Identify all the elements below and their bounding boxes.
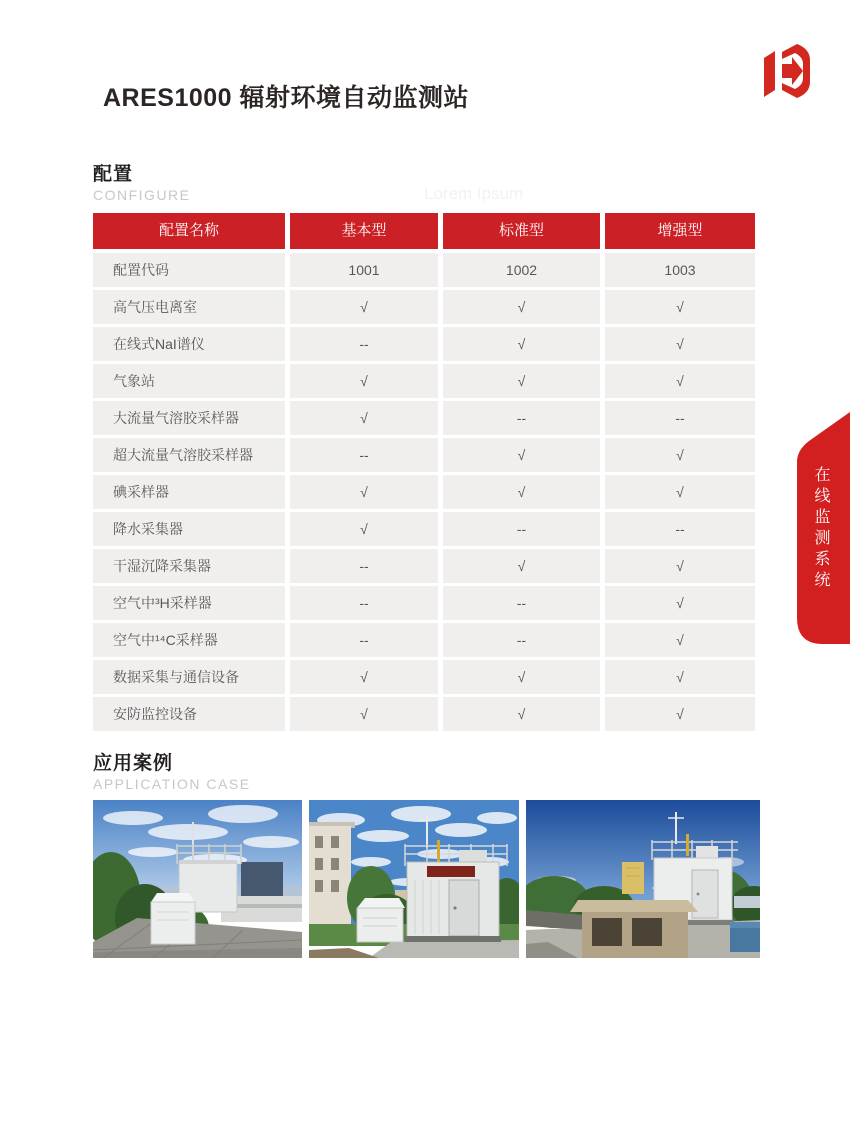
row-value: -- [443, 512, 600, 546]
table-row [93, 549, 755, 583]
row-value: -- [443, 623, 600, 657]
row-label: 高气压电离室 [93, 290, 285, 324]
row-value: √ [443, 549, 600, 583]
row-value: √ [290, 697, 438, 731]
table-row [93, 327, 755, 361]
column-header: 增强型 [605, 213, 755, 249]
row-label: 干湿沉降采集器 [93, 549, 285, 583]
brand-logo [764, 42, 810, 100]
row-label: 气象站 [93, 364, 285, 398]
column-header: 配置名称 [93, 213, 285, 249]
row-label: 配置代码 [93, 253, 285, 287]
row-label: 数据采集与通信设备 [93, 660, 285, 694]
table-row [93, 290, 755, 324]
side-ribbon-online-monitoring [793, 410, 850, 648]
page-title: ARES1000 辐射环境自动监测站 [103, 84, 470, 112]
row-value: √ [290, 512, 438, 546]
rooftop-station-with-trees-photo [93, 800, 302, 958]
side-ribbon-label: 在线监测系统 [812, 466, 829, 592]
row-value: √ [290, 401, 438, 435]
configure-table [93, 213, 755, 734]
case-heading-en: APPLICATION CASE [93, 776, 251, 792]
row-value: √ [443, 660, 600, 694]
table-row [93, 586, 755, 620]
row-value: √ [290, 290, 438, 324]
column-header: 基本型 [290, 213, 438, 249]
application-case-heading [93, 748, 251, 792]
configure-table-body [93, 253, 755, 731]
row-value: √ [605, 438, 755, 472]
table-row [93, 697, 755, 731]
rooftop-station-clear-sky-photo [526, 800, 760, 958]
row-value: √ [605, 623, 755, 657]
row-value: √ [605, 660, 755, 694]
table-row [93, 660, 755, 694]
row-value: √ [443, 290, 600, 324]
row-value: -- [605, 512, 755, 546]
hexagon-arrow-logo-icon [764, 42, 810, 100]
row-value: -- [290, 327, 438, 361]
table-row [93, 512, 755, 546]
row-value: 1003 [605, 253, 755, 287]
row-value: √ [443, 327, 600, 361]
row-value: √ [605, 364, 755, 398]
column-header: 标准型 [443, 213, 600, 249]
row-value: -- [443, 586, 600, 620]
row-value: -- [290, 549, 438, 583]
row-value: √ [605, 327, 755, 361]
row-value: -- [290, 623, 438, 657]
table-row [93, 253, 755, 287]
row-label: 空气中³H采样器 [93, 586, 285, 620]
row-value: √ [443, 364, 600, 398]
row-label: 在线式NaI谱仪 [93, 327, 285, 361]
row-value: √ [443, 697, 600, 731]
configure-heading-en: CONFIGURE [93, 187, 191, 203]
watermark-text: Lorem Ipsum [424, 184, 524, 203]
table-row [93, 475, 755, 509]
configure-table-header [93, 213, 755, 249]
table-row [93, 623, 755, 657]
row-value: √ [290, 475, 438, 509]
row-value: √ [290, 364, 438, 398]
table-row [93, 401, 755, 435]
row-value: -- [290, 586, 438, 620]
row-value: -- [605, 401, 755, 435]
row-value: √ [605, 290, 755, 324]
row-value: -- [290, 438, 438, 472]
row-label: 空气中¹⁴C采样器 [93, 623, 285, 657]
row-value: √ [605, 475, 755, 509]
case-heading-cn: 应用案例 [93, 753, 174, 774]
row-label: 碘采样器 [93, 475, 285, 509]
application-case-photos [93, 800, 760, 958]
row-label: 大流量气溶胶采样器 [93, 401, 285, 435]
courtyard-station-photo [309, 800, 519, 958]
row-value: √ [443, 475, 600, 509]
row-value: -- [443, 401, 600, 435]
row-label: 降水采集器 [93, 512, 285, 546]
row-value: √ [290, 660, 438, 694]
row-label: 安防监控设备 [93, 697, 285, 731]
row-value: √ [443, 438, 600, 472]
row-value: 1001 [290, 253, 438, 287]
row-value: 1002 [443, 253, 600, 287]
configure-heading-cn: 配置 [93, 164, 134, 185]
table-row [93, 364, 755, 398]
row-value: √ [605, 697, 755, 731]
row-label: 超大流量气溶胶采样器 [93, 438, 285, 472]
row-value: √ [605, 549, 755, 583]
configure-section-heading [93, 159, 191, 203]
row-value: √ [605, 586, 755, 620]
table-row [93, 438, 755, 472]
